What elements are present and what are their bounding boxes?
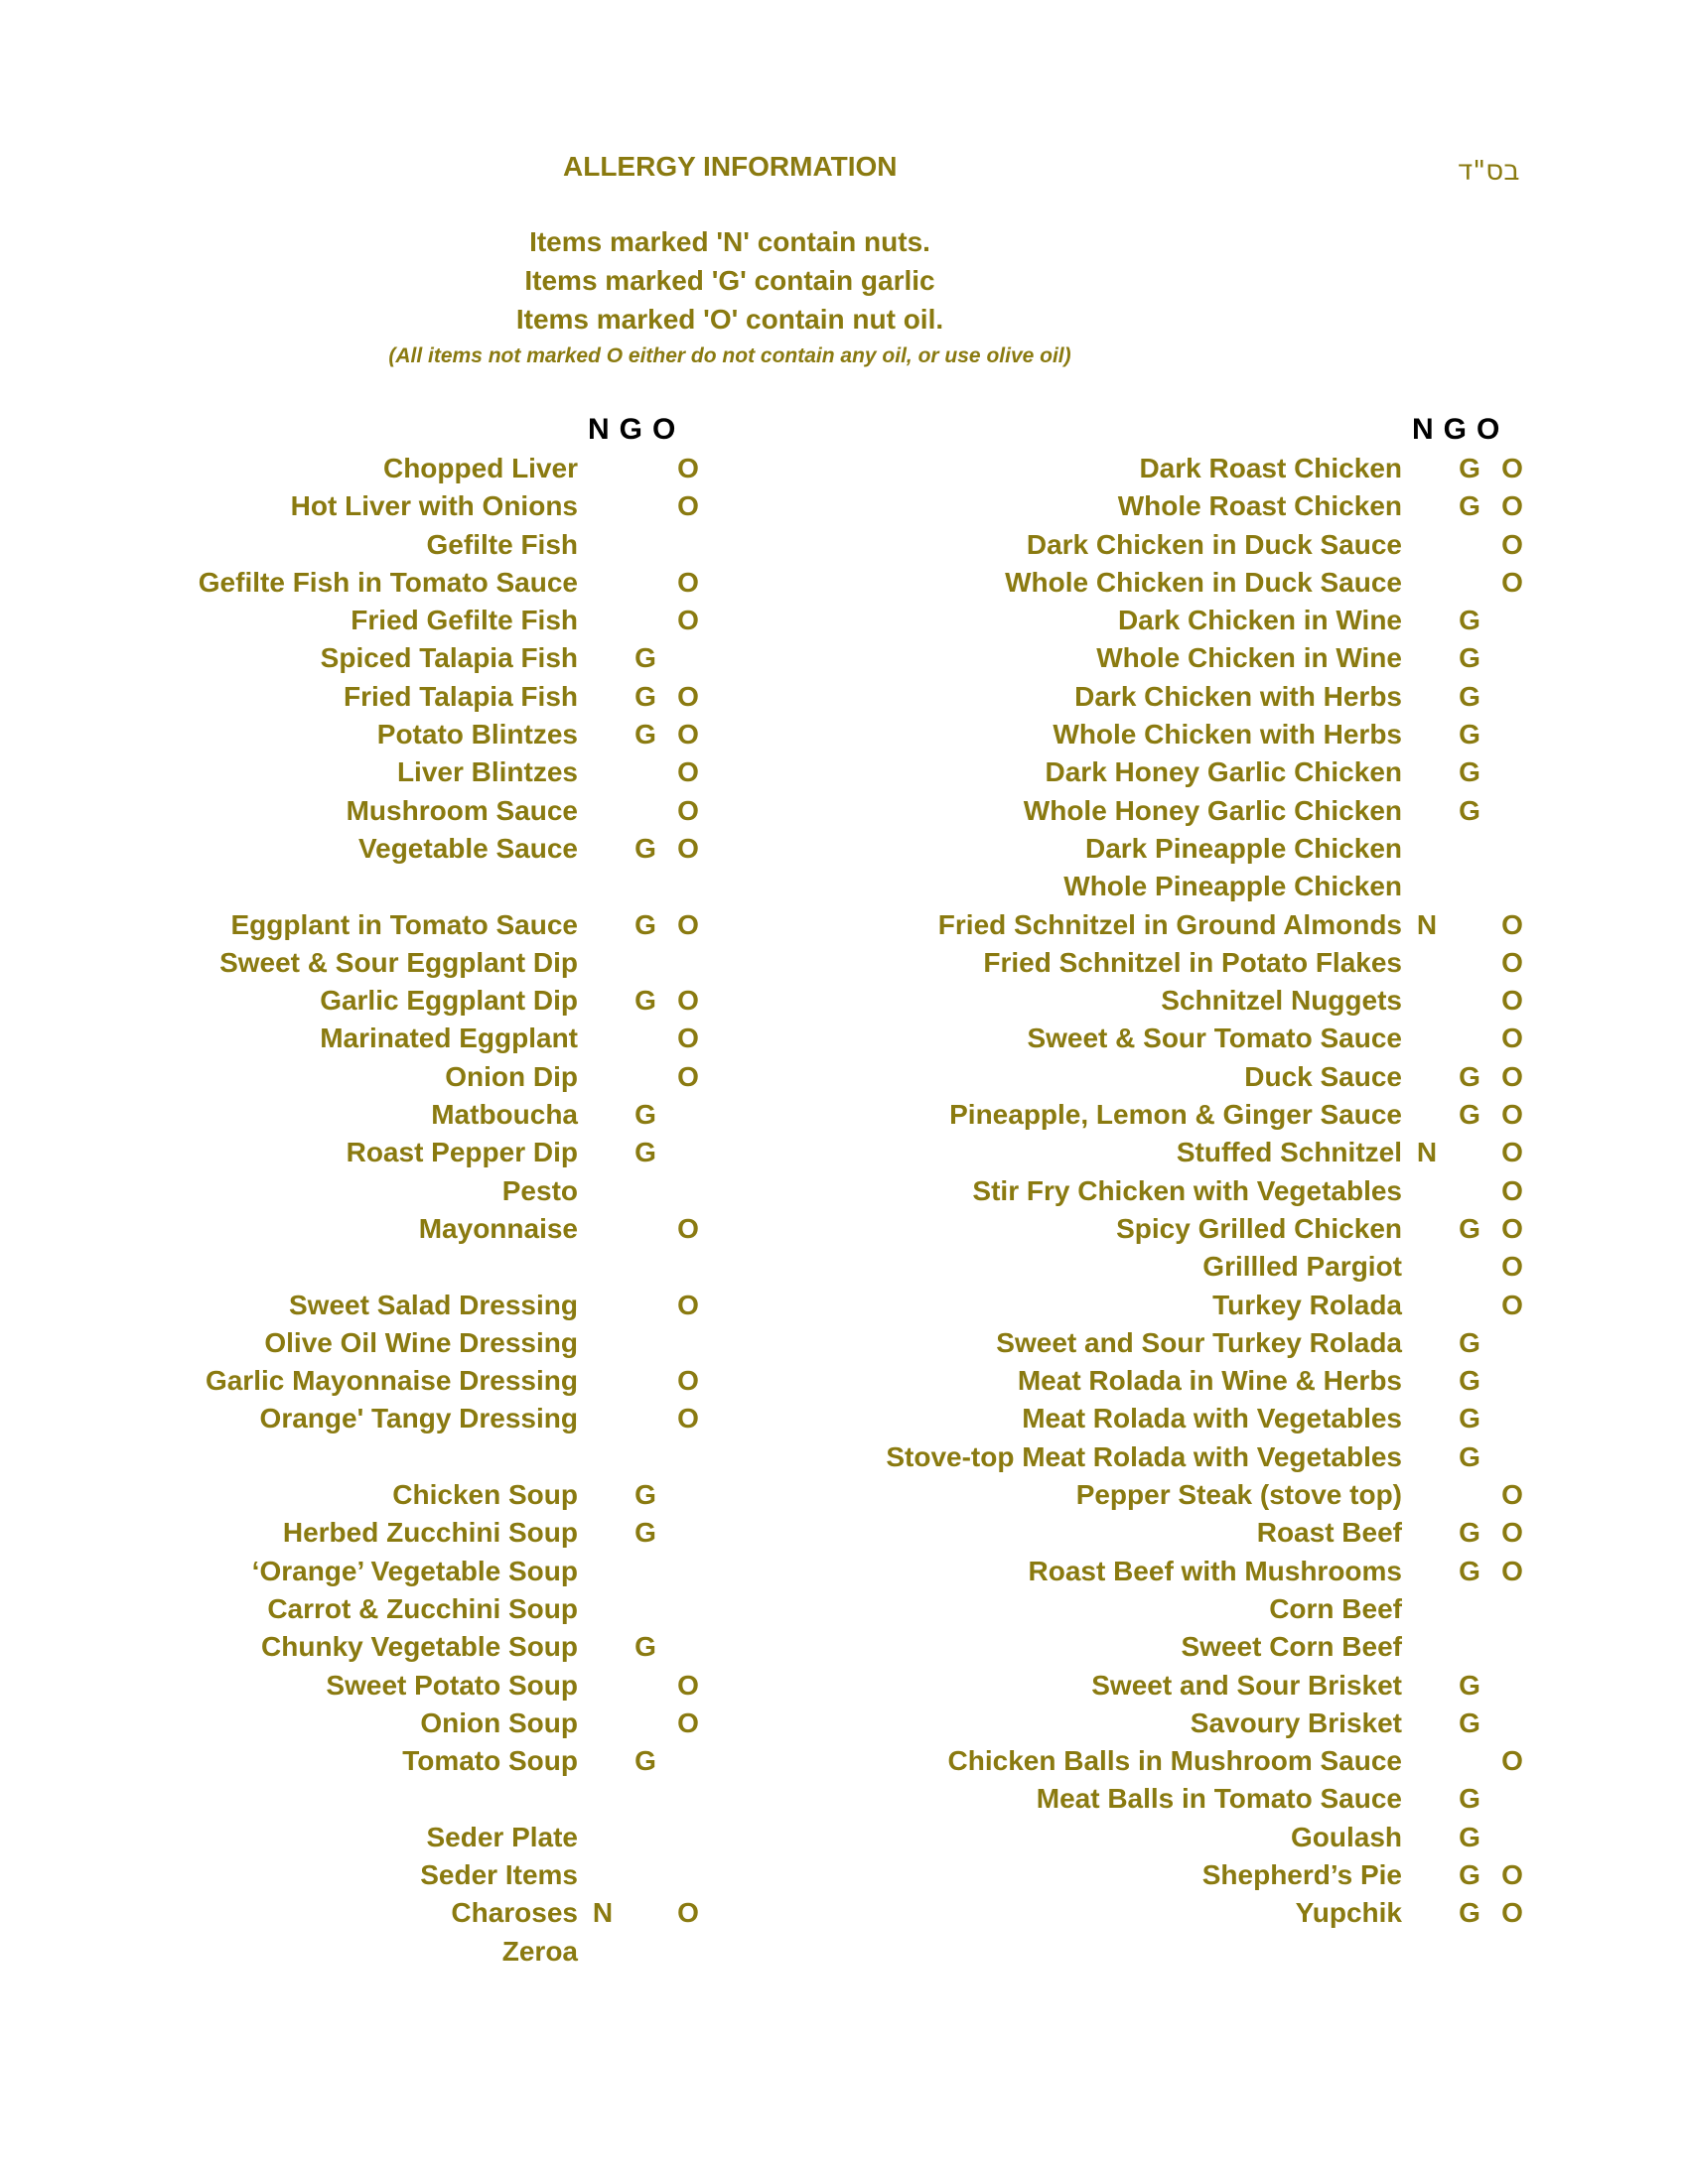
marker-g: G [1459,490,1480,522]
marker-o: O [1501,1137,1523,1168]
marker-g: G [1459,794,1480,826]
marker-o: O [1501,490,1523,522]
item-name: Seder Items [420,1858,578,1890]
marker-n: N [1416,908,1438,940]
marker-o: O [677,719,699,751]
marker-o: O [677,1060,699,1092]
marker-g: G [634,642,656,674]
left-header-n: N [588,413,620,446]
item-name: Sweet & Sour Eggplant Dip [219,946,578,978]
marker-o: O [677,756,699,788]
legend-garlic: Items marked 'G' contain garlic [524,265,935,296]
item-name: Meat Rolada with Vegetables [1022,1403,1402,1434]
item-name: Chopped Liver [382,453,578,483]
marker-o: O [677,832,699,864]
marker-o: O [677,605,699,636]
item-name: Roast Pepper Dip [346,1137,578,1168]
item-name: Liver Blintzes [396,756,578,788]
left-header-o: O [652,413,686,446]
marker-o: O [1501,985,1523,1017]
marker-n: N [592,1897,614,1929]
marker-g: G [1459,1212,1480,1244]
item-name: Gefilte Fish in Tomato Sauce [198,566,578,598]
item-name: Sweet Potato Soup [326,1669,578,1701]
item-name: Eggplant in Tomato Sauce [230,908,578,940]
marker-o: O [1501,1023,1523,1054]
marker-g: G [1459,1783,1480,1815]
item-name: Chicken Soup [392,1479,578,1511]
marker-o: O [1501,1251,1523,1283]
right-column-headers [1412,413,1509,447]
marker-o: O [1501,1897,1523,1929]
right-header-g: G [1443,413,1477,446]
legend-nuts: Items marked 'N' contain nuts. [529,226,930,257]
item-name: Seder Plate [426,1821,578,1852]
marker-o: O [677,985,699,1017]
item-name: Chunky Vegetable Soup [261,1631,578,1663]
item-name: Dark Chicken with Herbs [1074,680,1402,712]
marker-g: G [634,832,656,864]
marker-o: O [677,453,699,483]
marker-g: G [1459,1326,1480,1358]
marker-o: O [677,566,699,598]
page-title: ALLERGY INFORMATION [563,151,898,182]
item-name: Fried Schnitzel in Potato Flakes [983,946,1402,978]
marker-g: G [1459,453,1480,483]
marker-o: O [1501,453,1523,483]
marker-o: O [677,1365,699,1397]
item-name: Charoses [451,1897,578,1929]
item-name: Zeroa [501,1935,578,1967]
item-name: Orange' Tangy Dressing [259,1403,578,1434]
marker-g: G [1459,1365,1480,1397]
item-name: Roast Beef [1256,1517,1402,1549]
item-name: Whole Honey Garlic Chicken [1023,794,1402,826]
item-name: Whole Chicken in Wine [1096,642,1402,674]
marker-o: O [677,908,699,940]
marker-g: G [634,1479,656,1511]
item-name: Dark Chicken in Wine [1117,605,1402,636]
hebrew-header-mark: בס"ד [1458,154,1520,187]
item-name: Goulash [1290,1821,1402,1852]
item-name: Hot Liver with Onions [290,490,578,522]
marker-g: G [634,680,656,712]
item-name: Meat Rolada in Wine & Herbs [1017,1365,1402,1397]
item-name: Stir Fry Chicken with Vegetables [972,1174,1402,1206]
item-name: Marinated Eggplant [320,1023,578,1054]
item-name: Whole Chicken in Duck Sauce [1005,566,1402,598]
marker-o: O [677,1897,699,1929]
item-name: Chicken Balls in Mushroom Sauce [947,1745,1402,1777]
item-name: Savoury Brisket [1190,1706,1402,1738]
marker-g: G [1459,1555,1480,1586]
item-name: Yupchik [1295,1897,1402,1929]
marker-o: O [1501,1555,1523,1586]
marker-o: O [677,1706,699,1738]
item-name: Herbed Zucchini Soup [282,1517,578,1549]
marker-o: O [677,794,699,826]
item-name: Garlic Eggplant Dip [320,985,578,1017]
item-name: ‘Orange’ Vegetable Soup [251,1555,578,1586]
marker-g: G [1459,756,1480,788]
marker-g: G [1459,719,1480,751]
marker-g: G [1459,1099,1480,1131]
item-name: Dark Honey Garlic Chicken [1045,756,1402,788]
item-name: Stove-top Meat Rolada with Vegetables [886,1440,1402,1472]
item-name: Sweet Salad Dressing [288,1289,578,1320]
right-header-o: O [1477,413,1510,446]
marker-g: G [1459,642,1480,674]
marker-g: G [1459,1440,1480,1472]
marker-o: O [677,1669,699,1701]
item-name: Pepper Steak (stove top) [1075,1479,1402,1511]
marker-o: O [1501,1212,1523,1244]
marker-o: O [1501,1745,1523,1777]
item-name: Pesto [501,1174,578,1206]
marker-o: O [677,1212,699,1244]
item-name: Sweet and Sour Brisket [1091,1669,1402,1701]
item-name: Matboucha [431,1099,578,1131]
marker-o: O [1501,1099,1523,1131]
item-name: Turkey Rolada [1212,1289,1402,1320]
item-name: Dark Pineapple Chicken [1084,832,1402,864]
item-name: Onion Soup [420,1706,578,1738]
item-name: Sweet & Sour Tomato Sauce [1027,1023,1402,1054]
legend-nut-oil: Items marked 'O' contain nut oil. [515,304,944,335]
marker-g: G [634,719,656,751]
item-name: Olive Oil Wine Dressing [264,1326,578,1358]
item-name: Spicy Grilled Chicken [1116,1212,1402,1244]
marker-g: G [1459,1858,1480,1890]
item-name: Roast Beef with Mushrooms [1028,1555,1402,1586]
marker-g: G [634,1745,656,1777]
marker-o: O [1501,566,1523,598]
item-name: Stuffed Schnitzel [1176,1137,1402,1168]
marker-o: O [677,1023,699,1054]
marker-o: O [677,1289,699,1320]
item-name: Potato Blintzes [376,719,578,751]
marker-g: G [634,1137,656,1168]
item-name: Schnitzel Nuggets [1161,985,1402,1017]
item-name: Whole Roast Chicken [1117,490,1402,522]
marker-g: G [1459,1897,1480,1929]
marker-o: O [677,490,699,522]
item-name: Fried Talapia Fish [344,680,578,712]
item-name: Duck Sauce [1244,1060,1402,1092]
item-name: Shepherd’s Pie [1201,1858,1402,1890]
marker-o: O [1501,1289,1523,1320]
marker-g: G [1459,680,1480,712]
left-header-g: G [619,413,653,446]
marker-g: G [1459,1060,1480,1092]
item-name: Meat Balls in Tomato Sauce [1036,1783,1402,1815]
marker-g: G [634,985,656,1017]
item-name: Whole Chicken with Herbs [1053,719,1402,751]
marker-o: O [1501,1060,1523,1092]
marker-o: O [1501,528,1523,560]
item-name: Fried Schnitzel in Ground Almonds [937,908,1402,940]
item-name: Gefilte Fish [426,528,578,560]
legend-note: (All items not marked O either do not contain any oil, or use olive oil) [388,344,1071,367]
item-name: Tomato Soup [402,1745,578,1777]
item-name: Mushroom Sauce [346,794,578,826]
item-name: Garlic Mayonnaise Dressing [205,1365,578,1397]
marker-g: G [1459,1517,1480,1549]
marker-g: G [1459,605,1480,636]
marker-g: G [634,1099,656,1131]
marker-o: O [677,680,699,712]
item-name: Carrot & Zucchini Soup [267,1592,578,1624]
item-name: Spiced Talapia Fish [320,642,578,674]
marker-g: G [1459,1821,1480,1852]
item-name: Fried Gefilte Fish [351,605,578,636]
marker-g: G [1459,1669,1480,1701]
item-name: Dark Roast Chicken [1139,453,1402,483]
item-name: Corn Beef [1269,1592,1402,1624]
marker-o: O [677,1403,699,1434]
item-name: Sweet and Sour Turkey Rolada [996,1326,1402,1358]
item-name: Whole Pineapple Chicken [1063,871,1402,902]
marker-n: N [1416,1137,1438,1168]
item-name: Dark Chicken in Duck Sauce [1026,528,1402,560]
marker-g: G [1459,1706,1480,1738]
marker-o: O [1501,1479,1523,1511]
item-name: Onion Dip [445,1060,578,1092]
marker-g: G [634,908,656,940]
left-column-headers [588,413,685,447]
item-name: Sweet Corn Beef [1181,1631,1402,1663]
item-name: Grillled Pargiot [1202,1251,1402,1283]
marker-g: G [1459,1403,1480,1434]
marker-o: O [1501,1858,1523,1890]
marker-g: G [634,1631,656,1663]
item-name: Vegetable Sauce [357,832,578,864]
right-header-n: N [1412,413,1444,446]
marker-o: O [1501,908,1523,940]
marker-o: O [1501,1517,1523,1549]
marker-g: G [634,1517,656,1549]
marker-o: O [1501,946,1523,978]
marker-o: O [1501,1174,1523,1206]
item-name: Pineapple, Lemon & Ginger Sauce [949,1099,1402,1131]
item-name: Mayonnaise [418,1212,578,1244]
